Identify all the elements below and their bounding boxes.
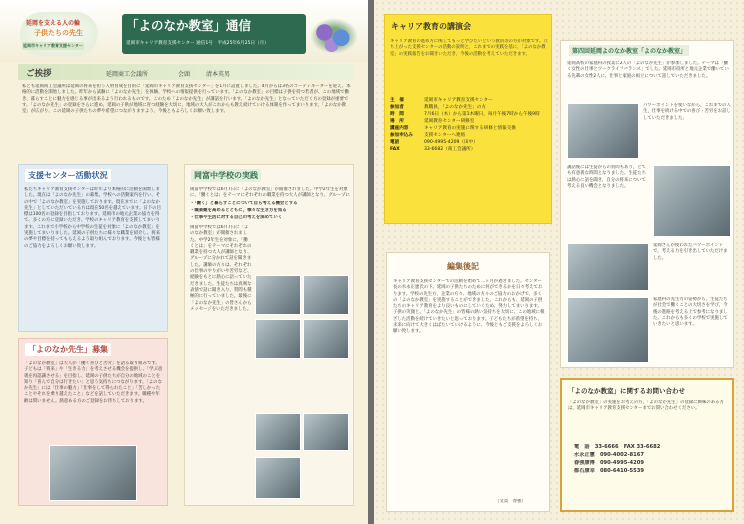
- lecture-section: [384, 14, 552, 224]
- lecture-detail-key: 参加者: [390, 105, 404, 110]
- class-caption-1: パワーポイントを使いながら，これまでの人生，仕事を続ける中での喜び・苦労をお話ししていただきました。: [643, 103, 731, 121]
- lecture-detail-key: 場 所: [390, 119, 404, 124]
- center-heading: 支援センター活動状況: [25, 169, 111, 182]
- class-caption-2: 講話後には生徒からの質問もあり，とても有意義な時間となりました。生徒たちは熱心に話を聞き，自分の将来について考える良い機会となりました。: [567, 165, 647, 189]
- report-photo-3: [255, 319, 301, 359]
- center-status-section: [18, 164, 168, 332]
- contact-section: [560, 378, 734, 512]
- title-bar: [122, 14, 306, 54]
- logo-line2: 子供たちの先生: [34, 29, 83, 37]
- report-intro: 岡富中学校では6月7日に「よのなか教室」が開催されました。中学2年生を対象に、「働くとは」をテーマにそれぞれの職業を持つ大人が講師となり、グループに: [190, 187, 350, 199]
- contact-heading: 「よのなか教室」に関するお問い合わせ: [568, 387, 685, 395]
- report-photo-6: [303, 413, 349, 451]
- newsletter-subtitle: 延岡市キャリア教育支援センター 通信1号 平成25年6月25日（月）: [126, 41, 269, 46]
- class-photo-2: [653, 165, 731, 237]
- contact-line: 春強康博 090-4995-4209: [574, 460, 644, 466]
- right-page: [374, 0, 744, 524]
- greeting-org: 延岡商工会議所: [106, 71, 149, 78]
- lecture-detail-value: 教職員，「よのなか先生」の方: [424, 105, 487, 110]
- contact-line: 都石康幸 080-6410-5539: [574, 468, 644, 474]
- lecture-detail-key: 時 間: [390, 112, 404, 117]
- contact-line: 電 話 33-6666 FAX 33-6682: [574, 444, 661, 450]
- lecture-detail-row: [390, 125, 550, 132]
- editor-sign: （文責 春強）: [495, 499, 526, 504]
- editor-body: キャリア教育支援センターでの活動を始めて二ヶ月が過ぎました。センター長の水永正憲氏の下、延岡の子供たちのために何ができるかを日々考えております。学校の先生方、企業の方々、地域の方々のご協力のおかげで、多くの「よのなか教室」を実施することができました。これからも、延岡の子供たちのキャリア教育をより良いものにしていくため、努力してまいります。子供の笑顔と、「よのなか先生」の皆様の熱い気持ちを大切に、この地域に根ざした活動を続けていきたいと思っております。子どもたちが希望を持ち、未来に向けて大きくはばたいていけるように、今後ともご支援をよろしくお願い致します。: [393, 279, 545, 335]
- editor-section: [386, 252, 550, 512]
- lecture-detail-row: [390, 132, 550, 139]
- lecture-detail-row: [390, 111, 550, 118]
- hydrangea-illustration: [310, 18, 358, 54]
- lecture-detail-key: FAX: [390, 147, 400, 152]
- report-bullet: ・職業観を高めるとともに，様々な生き方を知る: [190, 208, 287, 213]
- report-photo-5: [255, 413, 301, 451]
- class-caption-4: 家庭科の先生方の姿勢から，生徒たちが社会で働くことの大切さを学び，今後の進路を考える上で参考になりました。これからも多くの学校で実施していきたいと思います。: [653, 297, 728, 328]
- editor-heading: 編集後記: [447, 262, 479, 271]
- newsletter-title: 「よのなか教室」通信: [126, 18, 252, 33]
- sensei-recruit-section: [18, 338, 168, 506]
- lecture-detail-value: 090-4995-4209（田中）: [424, 140, 478, 145]
- logo-line3: 延岡市キャリア教育支援センター: [23, 43, 83, 48]
- center-body: 私たちキャリア教育支援センターは昨年より本格的に活動を開始しました。現在は「よのなか先生」の募集、学校への活動案内を行い、その中で「よのなか教室」を実施しております。現在までに「よのなか先生」としていただいている方は現在50名を越えています。日下の目標は100名の登録を目指しております。延岡市の地元企業の協力を得て、多くの方に登録いただき、学校のキャリア教育を支援してまいります。これまで小学校から中学校の生徒を対象に「よのなか教室」を実施してまいりました。延岡の子供たちに様々な職業を紹介し、将来の夢や目標を持ってもらえるよう取り組んでおります。今後とも皆様のご協力をよろしくお願い致します。: [24, 187, 161, 249]
- lecture-detail-value: キャリア教育の実施に関する研修と情報交換: [424, 126, 516, 131]
- report-photo-2: [303, 275, 349, 315]
- greeting-section: [18, 64, 354, 158]
- report-bullet: ・「働く」と暮らすことについて自ら考える機会とする: [190, 201, 298, 206]
- left-page: [0, 0, 368, 524]
- report-photo-7: [255, 457, 301, 499]
- masthead: [0, 0, 368, 62]
- lecture-detail-row: [390, 118, 550, 125]
- logo: [20, 12, 98, 56]
- class-caption-3: 延岡さんが使われたパワーポイントで，考える力を引き出していただけました。: [653, 243, 728, 261]
- logo-line1: 延岡を支える人の輪: [26, 20, 81, 27]
- class-photo-4: [567, 297, 649, 363]
- lecture-intro: キャリア教育の進め方に関してもっと学びたいという教員等の方が対象です。立ち上がった支援センターの活動の説明と，これまでの実践を基に，「よのなか教室」の実践報告をお聞きいただき，今後の活動を考えていただきます。: [390, 39, 548, 57]
- lecture-detail-row: [390, 97, 550, 104]
- report-photo-1: [255, 275, 301, 315]
- lecture-detail-key: 電話: [390, 140, 400, 145]
- lecture-detail-row: [390, 104, 550, 111]
- class-photo-1: [567, 103, 639, 159]
- greeting-role: 会頭: [178, 71, 191, 78]
- lecture-detail-row: [390, 146, 550, 153]
- contact-body: 「よのなか教室」の実施をお考えの方，「よのなか先生」の登録に興味のある方は，延岡市キャリア教育支援センターまでお問い合わせください。: [568, 400, 724, 412]
- lecture-detail-value: 延岡市キャリア教育支援センター: [424, 98, 493, 103]
- lecture-detail-key: 講座内容: [390, 126, 409, 131]
- lecture-detail-row: [390, 139, 550, 146]
- class-report-section: [560, 40, 734, 368]
- lecture-detail-value: 7月6日（木）から第1木曜日，毎月午後7時から午後9時: [424, 112, 540, 117]
- greeting-heading: ご挨拶: [26, 69, 52, 79]
- report-heading: 岡富中学校の実践: [191, 169, 261, 182]
- lecture-heading: キャリア教育の講演会: [391, 22, 471, 31]
- report-bullet: ・仕事や生活に対する自己の考えを深めていく: [190, 215, 283, 220]
- greeting-name: 清本英男: [206, 71, 231, 78]
- sensei-body: 「よのなか教室」は大人が「働く喜びと苦労」を語る取り組みです。子どもは「将来」や「生きる力」を考えさせる機会を提供し、「学ぶ意義を再認識させる」を目指し、延岡の子供たちが自分の地域のことを知り「喜んで自分は行きたい」と思う気持ちにつながります。「よのなか先生」には「仕事の魅力」「仕事をして得られたこと」「苦しかったことやそれを乗り越えたこと」などを話していただきます。職種や年齢は問いません。熱意ある方のご登録をお待ちしております。: [24, 361, 163, 404]
- class-report-heading: 第四回延岡よのなか教室「よのなか教室」: [569, 45, 689, 56]
- class-report-body: 延岡高校の家庭科の授業に2人の「よのなか先生」が参加しました。テーマは「働く女性の仕事とワークライフバランス」でした。延岡市役所と地元企業で働いている先輩の女性2人に、仕事と家庭の両立について話していただきました。: [567, 61, 729, 79]
- contact-line: 水永正憲 090-4002-8167: [574, 452, 644, 458]
- greeting-body: 私ども延岡商工会議所は延岡の将来を担う人材育成を目的に「延岡市キャリア教育支援センター」を1月に設置しました。4月からは3名のコーディネーターを迎え、本格的に活動を開始しました。昨年から試験に「よのなか先生」を体験、学校への情報提供を行っています。「よのなか教室」の目標は子供を持つ若者が、この地域で働き、暮らすことに魅力を感じる事が出来るよう行われるものです。このため「よのなか先生」が講話を行います。「よのなか先生」となっていただく方の登録が重要です。「よのなか先生」の登録をさらに進め、延岡の子供が地域に育つ経験を大切に、地域の大人がこれからも教え続けていける体制を作ってまいります。「よのなか教室」が広がり、この延岡の子供たちの夢や希望につながりますよう、今後ともよろしくお願い致します。: [22, 84, 351, 115]
- school-report-section: [184, 164, 354, 506]
- lecture-details: [390, 97, 550, 153]
- lecture-detail-key: 主 催: [390, 98, 404, 103]
- report-photo-4: [303, 319, 349, 359]
- classroom-photo: [49, 445, 137, 501]
- lecture-detail-value: 延岡教育センター研修室: [424, 119, 475, 124]
- class-photo-3: [567, 243, 649, 291]
- lecture-detail-value: 支援センターへ連絡: [424, 133, 466, 138]
- sensei-heading: 「よのなか先生」募集: [25, 343, 111, 356]
- lecture-detail-key: 参加申込み: [390, 133, 413, 138]
- lecture-detail-value: 33-6682（商工会議所）: [424, 147, 476, 152]
- report-body: 岡富中学校では6月7日に「よのなか教室」が開催されました。中学2年生を対象に、「働くとは」をテーマにそれぞれの職業を持つ大人が講師となり、グループに分かれて話を聞きました。講師の方々は、それぞれの仕事のやりがいや苦労など、経験をもとに熱心に語っていただきました。生徒たちは真剣な表情で話に聞き入り、質問も積極的に行っていました。最後に「よのなか先生」の皆さんからメッセージをいただきました。: [190, 225, 252, 312]
